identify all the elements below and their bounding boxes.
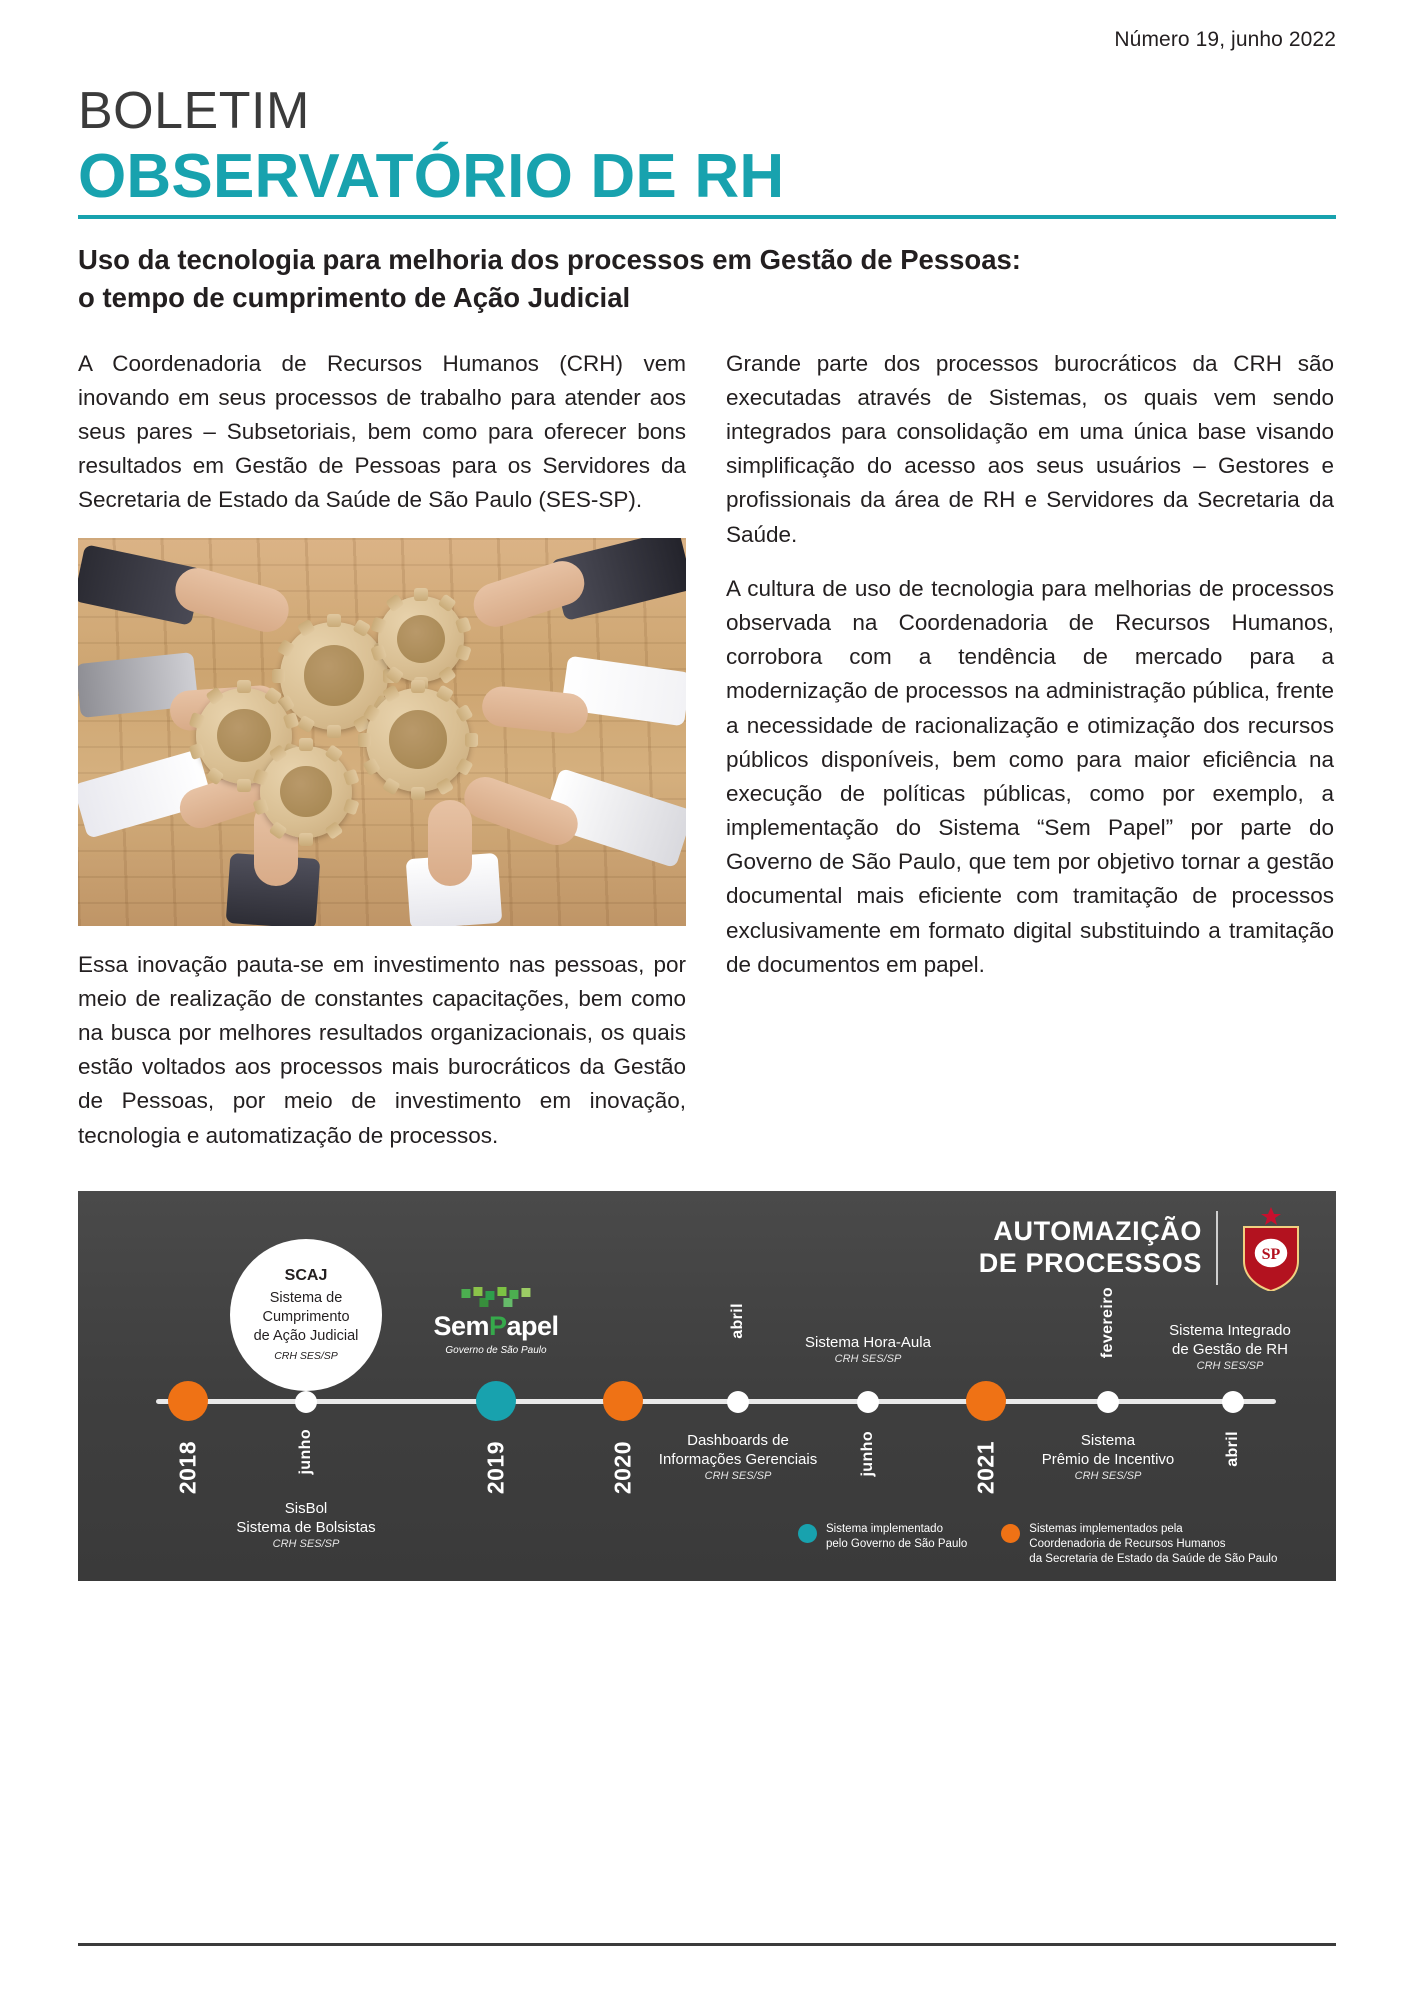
timeline-event-sisbol	[196, 1499, 416, 1551]
legend-item-crh	[1001, 1522, 1277, 1567]
legend-dot-teal-icon	[798, 1524, 817, 1543]
sisbol-line2: Sistema de Bolsistas	[236, 1518, 376, 1536]
timeline-event-hora-aula	[748, 1333, 988, 1366]
banner-title	[979, 1215, 1202, 1280]
timeline-label-abril-2021: abril	[1224, 1430, 1241, 1467]
timeline-node-junho-2020	[857, 1391, 879, 1413]
premio-line2: Prêmio de Incentivo	[1041, 1450, 1175, 1468]
sem-papel-sem: Sem	[433, 1310, 489, 1341]
sao-paulo-coat-of-arms-icon	[1234, 1205, 1308, 1291]
timeline-node-2019	[476, 1381, 516, 1421]
timeline-label-2020: 2020	[609, 1440, 636, 1494]
timeline-label-2018: 2018	[174, 1440, 201, 1494]
timeline-node-2018	[168, 1381, 208, 1421]
svg-text:SP: SP	[1261, 1245, 1281, 1263]
dashboards-line2: Informações Gerenciais	[658, 1450, 818, 1468]
gear-3	[378, 596, 464, 682]
arm-8	[428, 800, 472, 886]
scaj-line-1: Sistema de	[269, 1290, 343, 1307]
hora-aula-org: CRH SES/SP	[834, 1352, 902, 1365]
legend-text-crh	[1029, 1522, 1277, 1567]
timeline-node-fevereiro-2021	[1097, 1391, 1119, 1413]
timeline-node-2021	[966, 1381, 1006, 1421]
legend-dot-orange-icon	[1001, 1524, 1020, 1543]
timeline-banner	[78, 1191, 1336, 1581]
scaj-org: CRH SES/SP	[274, 1349, 338, 1362]
paragraph-right-2: A cultura de uso de tecnologia para melhorias de processos observada na Coordenadoria de Recursos Humanos, corrobora com a tendência de mercado para a modernização de processos na administração pública, frente a necessidade de racionalização e otimização dos recursos públicos disponíveis, bem como para maior eficiência na execução de políticas públicas, como por exemplo, a implementação do Sistema “Sem Papel” por parte do Governo de São Paulo, que tem por objetivo tornar a gestão documental mais eficiente com tramitação de processos exclusivamente em formato digital substituindo a tramitação de documentos em papel.	[726, 575, 1334, 977]
scaj-callout	[230, 1239, 382, 1391]
kicker-boletim: BOLETIM	[78, 82, 310, 140]
timeline-node-2020	[603, 1381, 643, 1421]
integrado-title: Sistema Integrado	[1169, 1321, 1291, 1339]
sem-papel-gov: Governo de São Paulo	[445, 1344, 547, 1356]
scaj-line-2: Cumprimento	[262, 1308, 350, 1325]
scaj-line-3: de Ação Judicial	[253, 1327, 359, 1344]
premio-title: Sistema	[1080, 1431, 1136, 1449]
timeline-label-fevereiro-2021: fevereiro	[1099, 1286, 1116, 1358]
title-underline	[78, 215, 1336, 219]
integrado-org: CRH SES/SP	[1196, 1360, 1264, 1373]
hands-gears-photo	[78, 538, 686, 926]
sem-papel-dots-icon	[459, 1287, 533, 1309]
sem-papel-p: P	[489, 1310, 507, 1341]
scaj-acronym: SCAJ	[284, 1267, 328, 1285]
timeline-event-premio-incentivo	[993, 1431, 1223, 1483]
banner-divider	[1216, 1211, 1218, 1285]
dashboards-org: CRH SES/SP	[704, 1470, 772, 1483]
issue-number: Número 19, junho 2022	[1114, 28, 1336, 51]
timeline-event-sistema-integrado	[1115, 1321, 1336, 1373]
page-subtitle	[78, 241, 1336, 317]
column-right	[726, 347, 1334, 1173]
paragraph-right-1: Grande parte dos processos burocráticos da CRH são executadas através de Sistemas, os quais vem sendo integrados para consolidação em uma única base visando simplificação do acesso aos seus usuários – Gestores e profissionais da área de RH e Servidores da Secretaria da Saúde.	[726, 350, 1334, 547]
timeline-label-junho-2018: junho	[297, 1428, 314, 1475]
legend-governo-line-2: pelo Governo de São Paulo	[826, 1537, 968, 1550]
column-left	[78, 347, 686, 1173]
legend-crh-line-2: Coordenadoria de Recursos Humanos	[1029, 1537, 1226, 1550]
gear-5	[260, 746, 352, 838]
premio-org: CRH SES/SP	[1074, 1470, 1142, 1483]
timeline-label-2021: 2021	[972, 1440, 999, 1494]
legend-text-governo	[826, 1522, 967, 1552]
sem-papel-wordmark	[433, 1311, 558, 1342]
legend-crh-line-1: Sistemas implementados pela	[1029, 1522, 1183, 1535]
timeline-node-abril-2021	[1222, 1391, 1244, 1413]
timeline-node-abril-2020	[727, 1391, 749, 1413]
subtitle-line-2: o tempo de cumprimento de Ação Judicial	[78, 281, 631, 313]
timeline-label-abril-2020: abril	[729, 1302, 746, 1339]
sem-papel-apel: apel	[506, 1310, 559, 1341]
subtitle-line-1: Uso da tecnologia para melhoria dos processos em Gestão de Pessoas:	[78, 243, 1021, 275]
sem-papel-logo	[433, 1287, 558, 1356]
integrado-line2: de Gestão de RH	[1172, 1340, 1288, 1358]
banner-title-line-1: AUTOMAZIÇÃO	[993, 1215, 1202, 1246]
timeline-legend	[798, 1522, 1277, 1567]
legend-crh-line-3: da Secretaria de Estado da Saúde de São Paulo	[1029, 1552, 1278, 1565]
page-title: OBSERVATÓRIO DE RH	[78, 141, 785, 211]
timeline-label-2019: 2019	[482, 1440, 509, 1494]
banner-title-line-2: DE PROCESSOS	[978, 1248, 1202, 1279]
timeline-label-junho-2020: junho	[859, 1430, 876, 1477]
dashboards-title: Dashboards de	[687, 1431, 789, 1449]
sisbol-org: CRH SES/SP	[272, 1538, 340, 1551]
legend-item-governo	[798, 1522, 967, 1552]
paragraph-left-2: Essa inovação pauta-se em investimento nas pessoas, por meio de realização de constantes capacitações, bem como na busca por melhores resultados organizacionais, os quais estão voltados aos processos mais burocráticos da Gestão de Pessoas, por meio de investimento em inovação, tecnologia e automatização de processos.	[78, 951, 686, 1148]
paragraph-left-1: A Coordenadoria de Recursos Humanos (CRH) vem inovando em seus processos de trabalho para atender aos seus pares – Subsetoriais, bem como para oferecer bons resultados em Gestão de Pessoas para os Servidores da Secretaria de Estado da Saúde de São Paulo (SES-SP).	[78, 350, 686, 513]
timeline-node-junho-2018	[295, 1391, 317, 1413]
sisbol-title: SisBol	[284, 1499, 328, 1517]
footer-rule	[78, 1943, 1336, 1946]
hora-aula-title: Sistema Hora-Aula	[805, 1333, 931, 1351]
timeline-event-dashboards	[613, 1431, 863, 1483]
legend-governo-line-1: Sistema implementado	[826, 1522, 943, 1535]
article-columns	[78, 347, 1336, 1173]
gear-4	[366, 688, 470, 792]
